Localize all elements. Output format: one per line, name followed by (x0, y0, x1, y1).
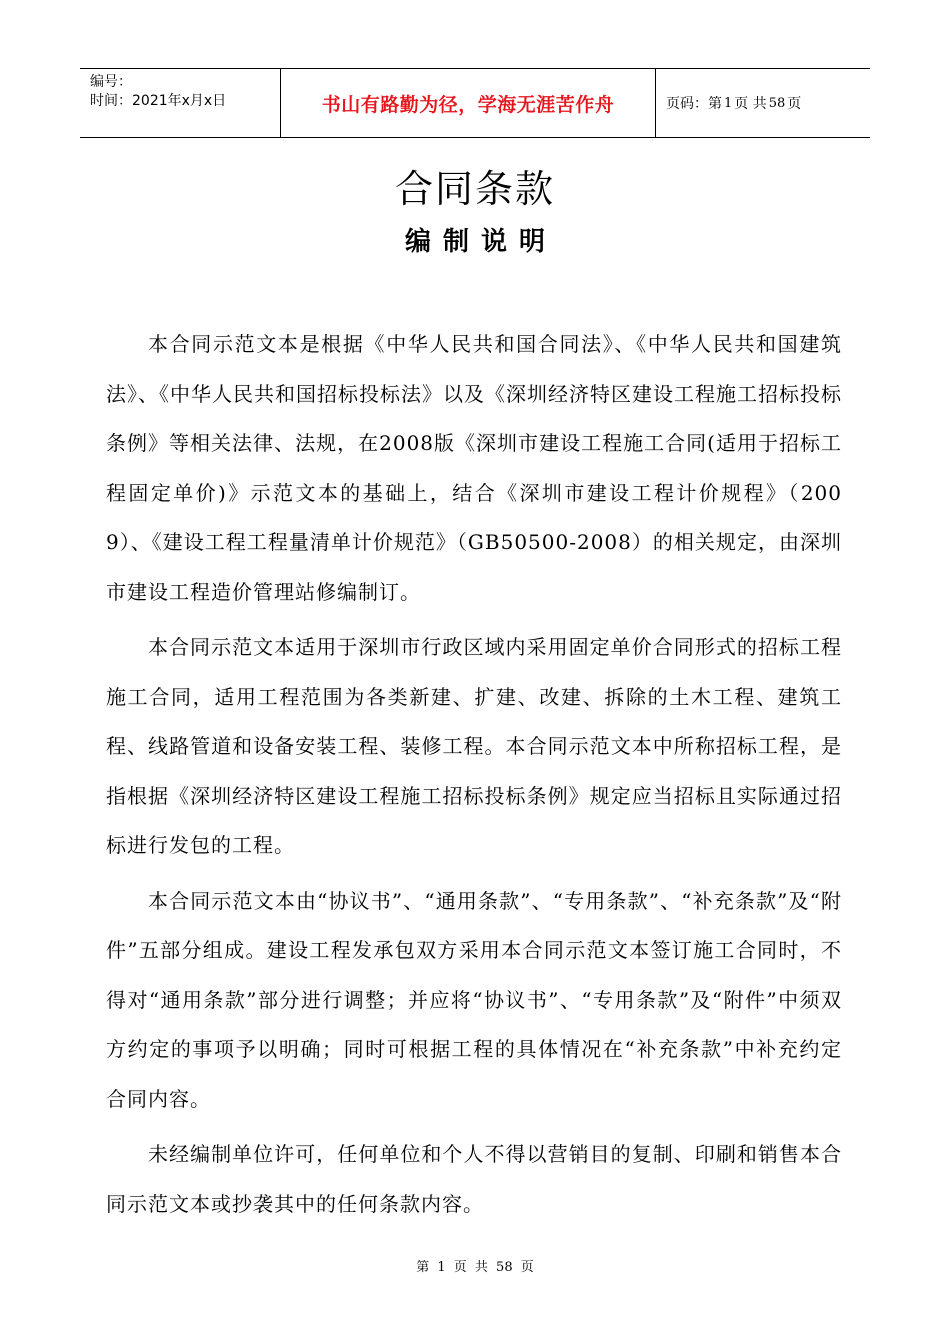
page-header (80, 68, 870, 138)
header-page-indicator (656, 69, 870, 137)
page-footer: 第 1 页 共 58 页 (416, 1260, 534, 1275)
page-suffix: 页 (787, 96, 802, 112)
paragraph-2: 本合同示范文本适用于深圳市行政区域内采用固定单价合同形式的招标工程施工合同，适用工程范围为各类新建、扩建、改建、拆除的土木工程、建筑工程、线路管道和设备安装工程、装修工程。本合同示范文本中所称招标工程，是指根据《深圳经济特区建设工程施工招标投标条例》规定应当招标且实际通过招标进行发包的工程。 (106, 635, 842, 857)
page-current: 1 (724, 95, 733, 111)
paragraph-4: 未经编制单位许可，任何单位和个人不得以营销目的复制、印刷和销售本合同示范文本或抄袭其中的任何条款内容。 (106, 1142, 842, 1216)
page-prefix: 页码：第 (666, 96, 722, 112)
page-mid: 页 共 (734, 96, 767, 112)
paragraph-1: 本合同示范文本是根据《中华人民共和国合同法》、《中华人民共和国建筑法》、《中华人民共和国招标投标法》以及《深圳经济特区建设工程施工招标投标条例》等相关法律、法规，在2008版《深圳市建设工程施工合同(适用于招标工程固定单价)》示范文本的基础上，结合《深圳市建设工程计价规程》（2009）、《建设工程工程量清单计价规范》（GB50500-2008）的相关规定，由深圳市建设工程造价管理站修编制订。 (106, 332, 842, 604)
document-subtitle: 编制说明 (404, 227, 557, 257)
paragraph-3: 本合同示范文本由“协议书”、“通用条款”、“专用条款”、“补充条款”及“附件”五部分组成。建设工程发承包双方采用本合同示范文本签订施工合同时，不得对“通用条款”部分进行调整；并应将“协议书”、“专用条款”及“附件”中须双方约定的事项予以明确；同时可根据工程的具体情况在“补充条款”中补充约定合同内容。 (106, 888, 842, 1111)
header-motto: 书山有路勤为径，学海无涯苦作舟 (281, 69, 656, 137)
document-title: 合同条款 (394, 167, 555, 211)
document-date: 时间：2021年x月x日 (90, 93, 227, 109)
header-meta (80, 69, 281, 137)
page-total: 58 (768, 95, 786, 111)
document-number-label: 编号： (90, 74, 132, 90)
document-body (106, 320, 842, 1235)
